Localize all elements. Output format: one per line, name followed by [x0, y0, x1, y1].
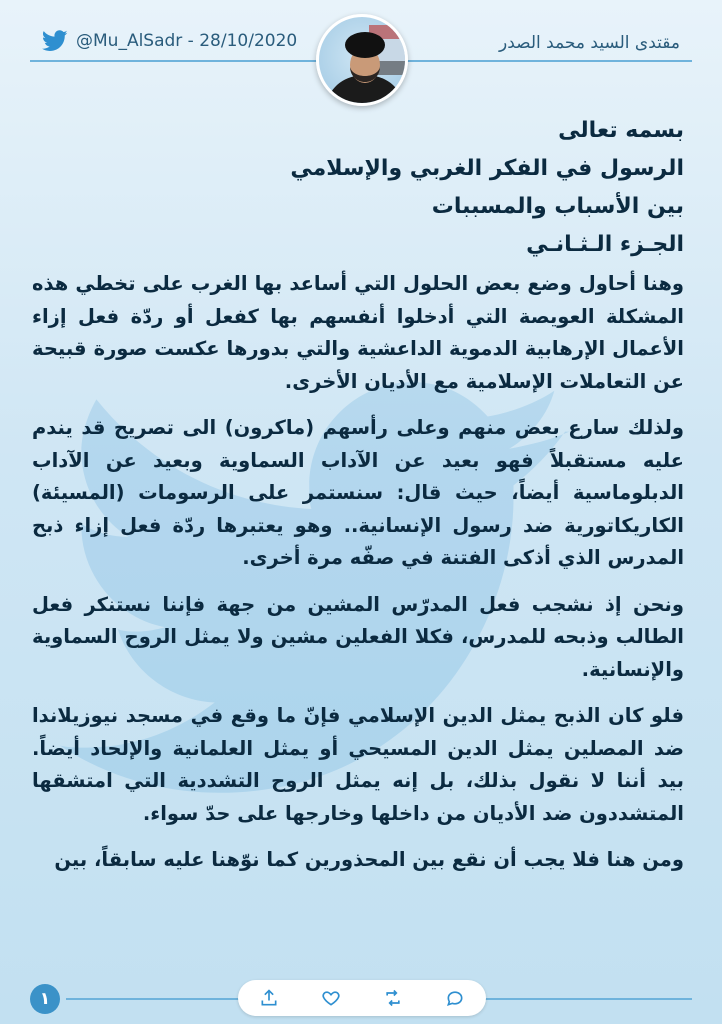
share-button[interactable]: [258, 987, 280, 1009]
title-sub: بين الأسباب والمسببات: [431, 194, 684, 219]
author-avatar[interactable]: [316, 14, 408, 106]
page-number-badge: ١: [30, 984, 60, 1014]
avatar-portrait: [319, 17, 408, 106]
title-basmala: بسمه تعالى: [558, 118, 684, 143]
title-part: الجـزء الـثـانـي: [526, 232, 684, 257]
handle-date-text: @Mu_AlSadr - 28/10/2020: [76, 31, 298, 51]
paragraph: ونحن إذ نشجب فعل المدرّس المشين من جهة فإننا نستنكر فعل الطالب وذبحه للمدرس، فكلا الفعلين مشين ولا يمثل الروح السماوية والإنسانية.: [32, 592, 684, 681]
tweet-action-bar: [238, 980, 486, 1016]
paragraph: فلو كان الذبح يمثل الدين الإسلامي فإنّ ما وقع في مسجد نيوزيلاندا ضد المصلين يمثل الدين المسيحي أو يمثل العلمانية والإلحاد أيضاً. بيد أننا لا نقول بذلك، بل إنه يمثل الروح التشددية التي امتشقها المتشددون ضد الأديان من داخلها وخارجها على حدّ سواء.: [32, 704, 684, 825]
retweet-button[interactable]: [382, 987, 404, 1009]
title-main: الرسول في الفكر الغربي والإسلامي: [290, 156, 684, 181]
retweet-icon: [383, 988, 403, 1008]
paragraph: ولذلك سارع بعض منهم وعلى رأسهم (ماكرون) الى تصريح قد يندم عليه مستقبلاً فهو بعيد عن الآداب السماوية وبعيد عن الآداب الدبلوماسية أيضاً، حيث قال: سنستمر على الرسومات (المسيئة) الكاريكاتورية ضد رسول الإنسانية.. وهو يعتبرها ردّة فعل إزاء ذبح المدرس الذي أذكى الفتنة في صفّه مرة أخرى.: [32, 416, 684, 569]
like-icon: [321, 988, 341, 1008]
like-button[interactable]: [320, 987, 342, 1009]
statement-body: [32, 268, 684, 891]
paragraph: وهنا أحاول وضع بعض الحلول التي أساعد بها الغرب على تخطي هذه المشكلة العويصة التي أدخلوا أنفسهم بها كفعل أو ردّة فعل إزاء الأعمال الإرهابية الدموية الداعشية والتي بدورها عكست صورة قبيحة عن التعاملات الإسلامية مع الأديان الأخرى.: [32, 272, 684, 393]
reply-button[interactable]: [444, 987, 466, 1009]
twitter-handle[interactable]: [42, 30, 297, 52]
paragraph: ومن هنا فلا يجب أن نقع بين المحذورين كما نوّهنا عليه سابقاً، بين: [54, 848, 684, 871]
share-icon: [259, 988, 279, 1008]
author-name: مقتدى السيد محمد الصدر: [498, 33, 680, 53]
twitter-bird-icon: [42, 30, 68, 52]
title-block: [44, 112, 684, 264]
reply-icon: [445, 988, 465, 1008]
